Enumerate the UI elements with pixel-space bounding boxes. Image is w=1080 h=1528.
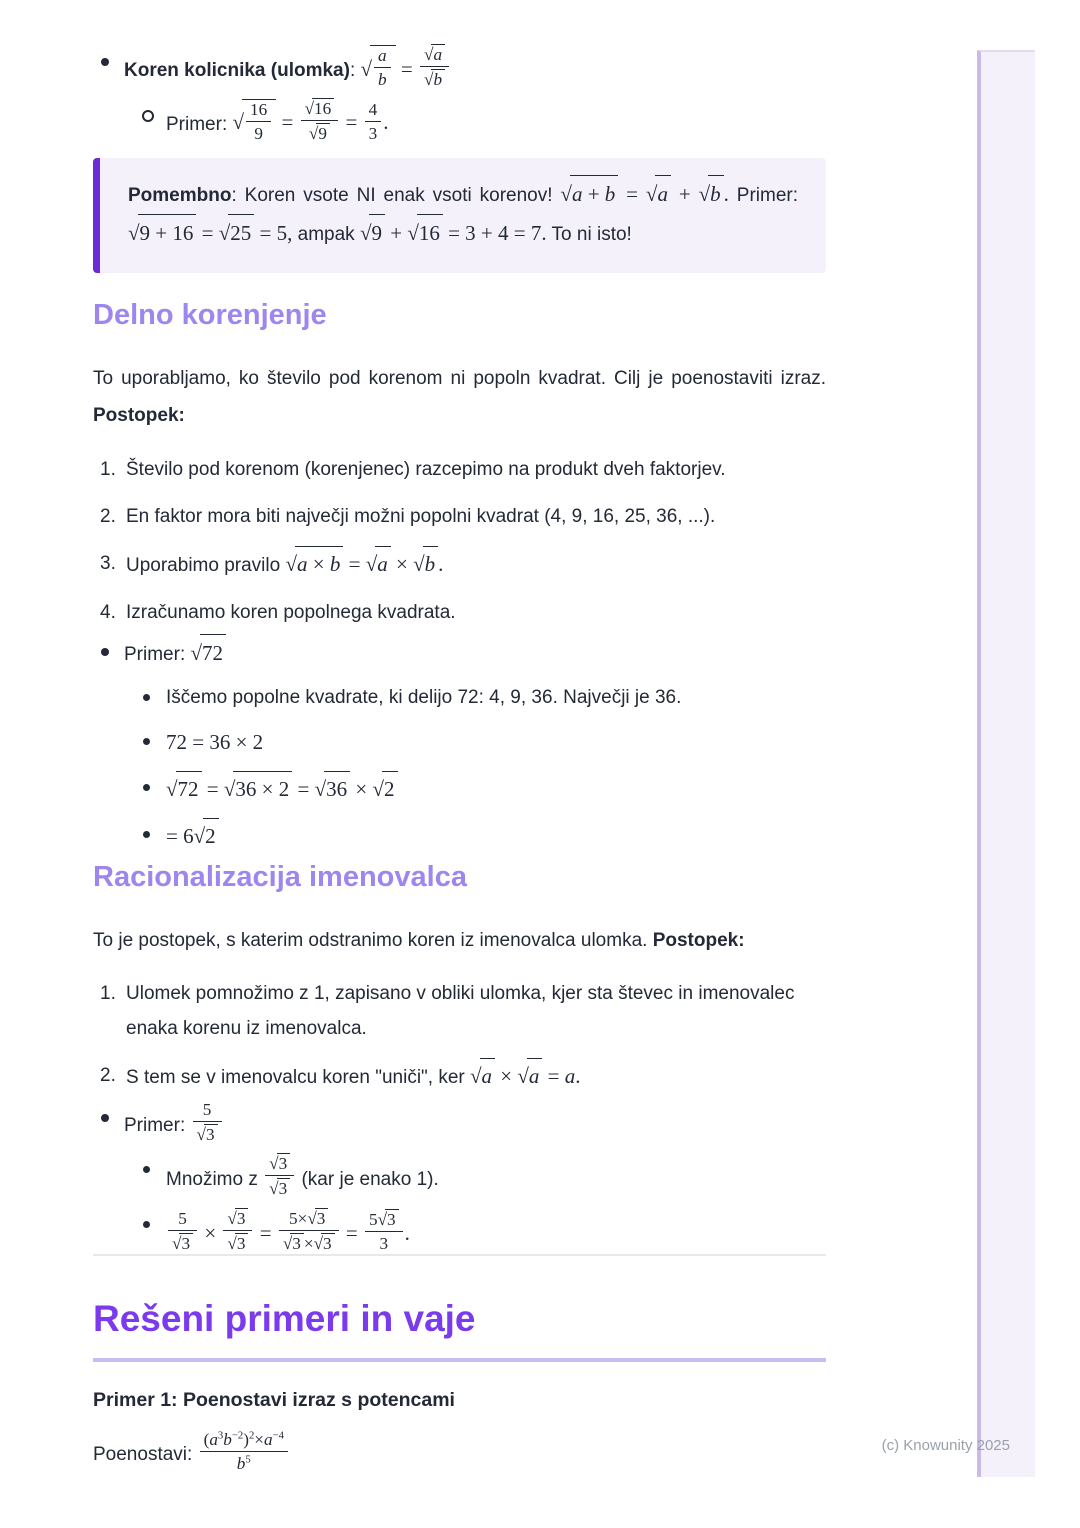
example-steps-sublist [124,1153,826,1254]
list-item [136,1153,826,1199]
list-item [93,1100,826,1254]
partial-rooting-intro: To uporabljamo, ko število pod korenom ni popoln kvadrat. Cilj je poenostaviti izraz. Postopek: [93,368,826,426]
important-callout [93,158,826,273]
list-item [93,546,826,583]
example-line: Iščemo popolne kvadrate, ki delijo 72: 4, 9, 36. Največji je 36. [166,687,682,708]
copyright-notice: (c) Knowunity 2025 [881,1437,1010,1454]
list-item [136,1208,826,1254]
page-title-solved-examples: Rešeni primeri in vaje [93,1296,826,1362]
list-item [136,771,826,808]
example-steps-sublist [124,681,826,855]
example-line: √72 = √36 × 2 = √36 × √2 [166,771,826,808]
example-line: 72 = 36 × 2 [166,730,264,754]
list-item [93,499,826,534]
section-heading-rationalization: Racionalizacija imenovalca [93,861,467,893]
example-line: $\frac{5}{√3}$ × $\frac{√3}{√3}$ = $\frac{5\times√3}{√3 \times√3}$ = $\frac{5√3}{3}$ . [166,1208,826,1254]
rule-quotient-example-text: Primer: √ $\frac{16}{9}$ = $\frac{√16}{√9}$ = $\frac{4}{3}$ . [166,98,389,143]
root-rules-list [93,44,826,153]
list-item [93,595,826,630]
exercise1-prompt: Poenostavi: $\frac{(a^3b^{-2})^2\times a^{-4}}{b^5}$ [93,1430,826,1474]
step-text: Število pod korenom (korenjenec) razcepimo na produkt dveh faktorjev. [126,459,726,480]
example-title: Primer: √72 [124,634,826,673]
step-text: Izračunamo koren popolnega kvadrata. [126,602,456,623]
rationalization-intro: To je postopek, s katerim odstranimo koren iz imenovalca ulomka. Postopek: [93,930,745,951]
list-item [136,681,826,715]
rationalization-example [93,1100,826,1264]
list-item [93,976,826,1046]
list-item [136,818,826,855]
step-text: Uporabimo pravilo √a × b = √a × √b . [126,546,826,583]
list-item [136,98,826,144]
example-line: Množimo z $\frac{√3}{√3}$ (kar je enako 1). [166,1153,439,1198]
section-divider [93,1254,826,1256]
step-text: Ulomek pomnožimo z 1, zapisano v obliki ulomka, kjer sta števec in imenovalec enaka korenu iz imenovalca. [126,983,795,1039]
partial-rooting-example [93,634,826,865]
example-title: Primer: $\frac{5}{√3}$ [124,1100,826,1145]
example-line: = 6√2 [166,818,826,855]
list-item [136,725,826,761]
list-item [93,1058,826,1095]
callout-text: Pomembno: Koren vsote NI enak vsoti korenov! √a + b = √a + √b . Primer: √9 + 16 = √25 = 5, ampak √9 + √16 = 3 + 4 = 7. To ni isto! [128,175,798,253]
list-item [93,634,826,855]
rationalization-steps [93,976,826,1107]
rule-quotient-text: Koren kolicnika (ulomka): √ $\frac{a}{b}$ = $\frac{√a}{√b}$ [124,44,826,90]
page-edge-decoration [977,50,1035,1477]
section-heading-partial-rooting: Delno korenjenje [93,299,327,331]
step-text: S tem se v imenovalcu koren "uniči", ker √a × √a = a. [126,1058,826,1095]
list-item [93,452,826,487]
rule-quotient-sublist [124,98,826,144]
partial-rooting-steps [93,452,826,642]
list-item [93,44,826,143]
step-text: En faktor mora biti največji možni popolni kvadrat (4, 9, 16, 25, 36, ...). [126,506,716,527]
exercise1-title: Primer 1: Poenostavi izraz s potencami [93,1389,455,1411]
